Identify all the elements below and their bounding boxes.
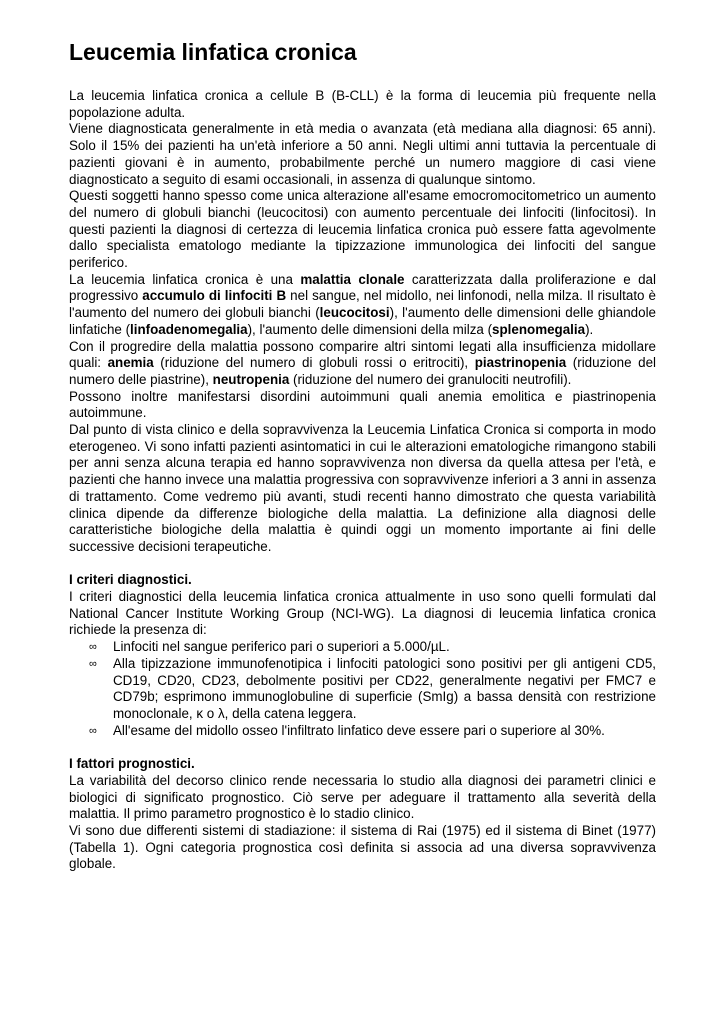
text-run: ). [585,321,594,337]
text-run: nel sangue, nel midollo, nei linfonodi, nella milza. Il risultato è l'aumento del numero dei globuli bianchi ( [69,288,656,321]
bold-term-neutropenia: neutropenia [212,371,290,387]
section-spacer [69,739,656,756]
page-title: Leucemia linfatica cronica [69,39,357,65]
text-run: (riduzione del numero di globuli rossi o eritrociti), [153,355,475,371]
text-run: ), l'aumento delle dimensioni delle ghiandole linfatiche ( [69,305,656,337]
section-heading-criteri: I criteri diagnostici. [69,572,192,588]
bold-term-splenomegalia: splenomegalia [492,321,586,337]
intro-paragraph-4 [69,272,656,339]
text-run: caratterizzata dalla proliferazione e dal progressivo [69,271,656,304]
list-item-text: All'esame del midollo osseo l'infiltrato linfatico deve essere pari o superiore al 30%. [113,722,605,738]
text-run: La leucemia linfatica cronica è una [69,271,301,287]
bold-term-piastrinopenia: piastrinopenia [474,355,567,371]
intro-paragraph-3: Questi soggetti hanno spesso come unica alterazione all'esame emocromocitometrico un aumento del numero di globuli bianchi (leucocitosi) con aumento percentuale dei linfociti (linfocitosi). In questi pazienti la diagnosi di certezza di leucemia linfatica cronica può essere fatta agevolmente dallo specialista ematologo mediante la tipizzazione immunologica dei linfociti del sangue periferico. [69,188,656,271]
intro-paragraph-2: Viene diagnosticata generalmente in età media o avanzata (età mediana alla diagnosi: 65 anni). Solo il 15% dei pazienti ha un'età inferiore a 50 anni. Negli ultimi anni tuttavia la percentuale di pazienti giovani è in aumento, probabilmente perché un numero maggiore di casi viene diagnosticato a seguito di esami occasionali, in assenza di qualunque sintomo. [69,121,656,187]
intro-paragraph-7: Dal punto di vista clinico e della sopravvivenza la Leucemia Linfatica Cronica si comporta in modo eterogeneo. Vi sono infatti pazienti asintomatici in cui le alterazioni ematologiche rimangono stabili per anni senza alcuna terapia ed hanno sopravvivenza non diversa da quella attesa per l'età, e pazienti che hanno invece una malattia progressiva con sopravvivenze inferiori a 3 anni in assenza di trattamento. Come vedremo più avanti, studi recenti hanno dimostrato che questa variabilità clinica dipende da differenze biologiche della malattia. La definizione alla diagnosi delle caratteristiche biologiche della malattia è quindi oggi un momento importante ai fini delle successive decisioni terapeutiche. [69,422,656,554]
fattori-paragraph-1: La variabilità del decorso clinico rende necessaria lo studio alla diagnosi dei parametri clinici e biologici di significato prognostico. Ciò serve per adeguare il trattamento alla severità della malattia. Il primo parametro prognostico è lo stadio clinico. [69,772,656,822]
text-run: Con il progredire della malattia possono comparire altri sintomi legati alla insufficienza midollare quali: [69,338,656,371]
intro-paragraph-6: Possono inoltre manifestarsi disordini autoimmuni quali anemia emolitica e piastrinopenia autoimmune. [69,388,656,421]
list-item [69,639,656,656]
intro-paragraph-1: La leucemia linfatica cronica a cellule B (B-CLL) è la forma di leucemia più frequente nella popolazione adulta. [69,88,656,120]
bold-term-malattia-clonale: malattia clonale [300,271,405,287]
text-run: (riduzione del numero dei granulociti neutrofili). [289,371,572,387]
fattori-paragraph-2: Vi sono due differenti sistemi di stadiazione: il sistema di Rai (1975) ed il sistema di Binet (1977) (Tabella 1). Ogni categoria prognostica così definita si associa ad una diversa sopravvivenza globale. [69,822,656,872]
criteri-list [69,639,656,739]
text-run: (riduzione del numero delle piastrine), [69,355,656,387]
infinity-bullet-icon: ∞ [89,724,97,737]
bold-term-accumulo-linfociti: accumulo di linfociti B [142,288,287,304]
list-item-text: Alla tipizzazione immunofenotipica i linfociti patologici sono positivi per gli antigeni CD5, CD19, CD20, CD23, debolmente positivi per CD22, generalmente negativi per FMC7 e CD79b; esprimono immunoglobuline di superficie (SmIg) a bassa densità con restrizione monoclonale, κ o λ, della catena leggera. [113,655,656,721]
section-heading-fattori: I fattori prognostici. [69,756,195,772]
list-item [69,723,656,740]
bold-term-leucocitosi: leucocitosi [319,305,390,321]
bold-term-anemia: anemia [107,355,154,371]
list-item-text: Linfociti nel sangue periferico pari o superiori a 5.000/µL. [113,639,450,655]
criteri-paragraph: I criteri diagnostici della leucemia linfatica cronica attualmente in uso sono quelli formulati dal National Cancer Institute Working Group (NCI-WG). La diagnosi di leucemia linfatica cronica richiede la presenza di: [69,589,656,638]
infinity-bullet-icon: ∞ [89,657,97,670]
infinity-bullet-icon: ∞ [89,641,97,654]
intro-paragraph-5 [69,339,656,389]
list-item [69,656,656,723]
text-run: ), l'aumento delle dimensioni della milza ( [247,321,493,337]
document-page [69,38,656,873]
bold-term-linfoadenomegalia: linfoadenomegalia [130,321,248,337]
